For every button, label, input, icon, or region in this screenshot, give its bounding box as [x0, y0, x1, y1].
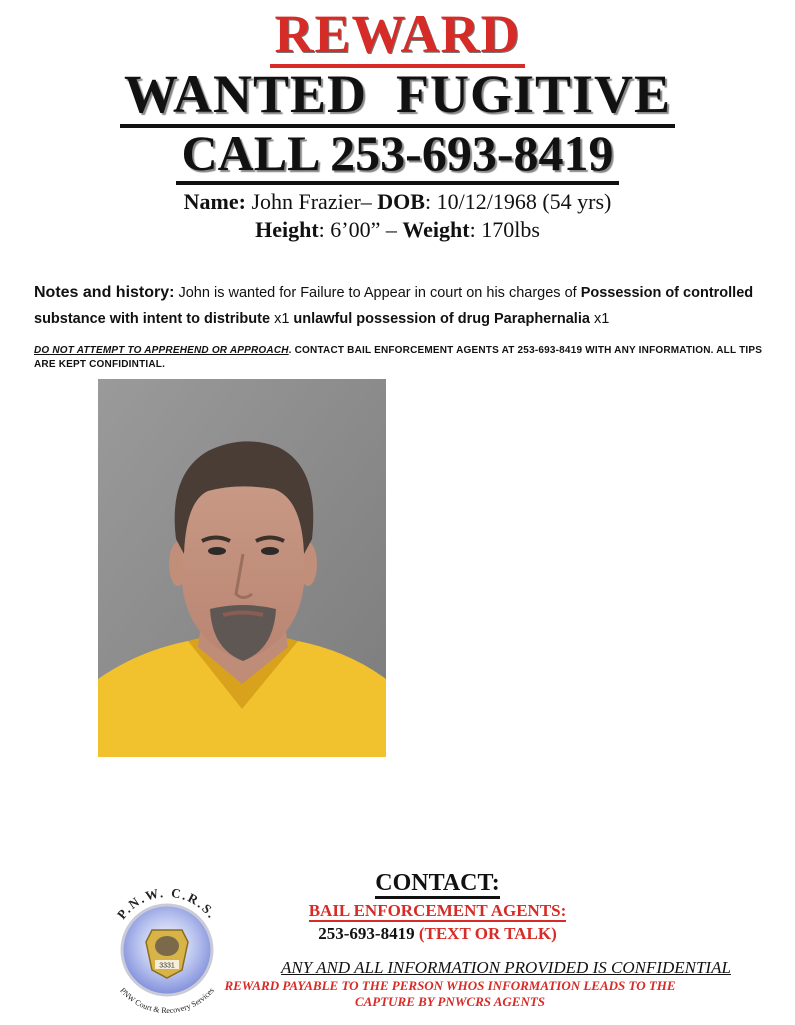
- weight-value: : 170lbs: [469, 217, 540, 242]
- seal-badge-number: 3331: [159, 962, 175, 970]
- dob-value: : 10/12/1968 (54 yrs): [424, 189, 612, 214]
- reward-terms-line-2: CAPTURE BY PNWCRS AGENTS: [354, 994, 546, 1009]
- bail-agents-label: BAIL ENFORCEMENT AGENTS:: [308, 901, 567, 920]
- warning-underlined: DO NOT ATTEMPT TO APPREHEND OR APPROACH: [34, 345, 289, 356]
- seal-top-text: P.N.W. C.R.S.: [113, 884, 221, 922]
- call-number-heading: CALL 253-693-8419: [0, 124, 795, 182]
- name-value: John Frazier–: [251, 189, 372, 214]
- reward-heading: REWARD: [0, 4, 795, 64]
- contact-heading: CONTACT:: [40, 868, 795, 898]
- warning-text: . CONTACT BAIL ENFORCEMENT AGENTS AT 253-693-8419 WITH ANY INFORMATION. ALL TIPS ARE KEPT CONFIDINTIAL.: [34, 345, 763, 370]
- charge-count-2: x1: [589, 311, 610, 327]
- notes-label: Notes and history:: [34, 284, 175, 301]
- charge-possession: Possession of controlled substance with intent to distribute: [34, 285, 754, 327]
- name-label: Name:: [183, 189, 246, 214]
- height-label: Height: [255, 217, 319, 242]
- notes-text: John is wanted for Failure to Appear in court on his charges of: [174, 285, 581, 301]
- mugshot-photo: [98, 379, 386, 757]
- seal-bottom-text: PNW Court & Recovery Services: [118, 985, 216, 1016]
- charge-paraphernalia: unlawful possession of drug Paraphernalia: [293, 311, 590, 327]
- dob-label: DOB: [377, 189, 425, 214]
- contact-phone-line: [40, 922, 795, 946]
- contact-phone-note: (TEXT OR TALK): [414, 924, 557, 943]
- warning-notice: [34, 344, 764, 372]
- notes-and-history: [34, 280, 764, 332]
- mugshot-illustration: [98, 379, 386, 757]
- weight-label: Weight: [402, 217, 470, 242]
- height-value: : 6’00” –: [318, 217, 397, 242]
- wanted-fugitive-heading: WANTED FUGITIVE: [0, 64, 795, 124]
- reward-terms-line-1: REWARD PAYABLE TO THE PERSON WHOS INFORMATION LEADS TO THE: [224, 978, 676, 993]
- charge-count-1: x1: [270, 311, 294, 327]
- contact-phone: 253-693-8419: [318, 924, 415, 943]
- name-dob-line: [0, 188, 795, 216]
- confidential-notice: ANY AND ALL INFORMATION PROVIDED IS CONFIDENTIAL: [281, 958, 731, 977]
- height-weight-line: [0, 216, 795, 244]
